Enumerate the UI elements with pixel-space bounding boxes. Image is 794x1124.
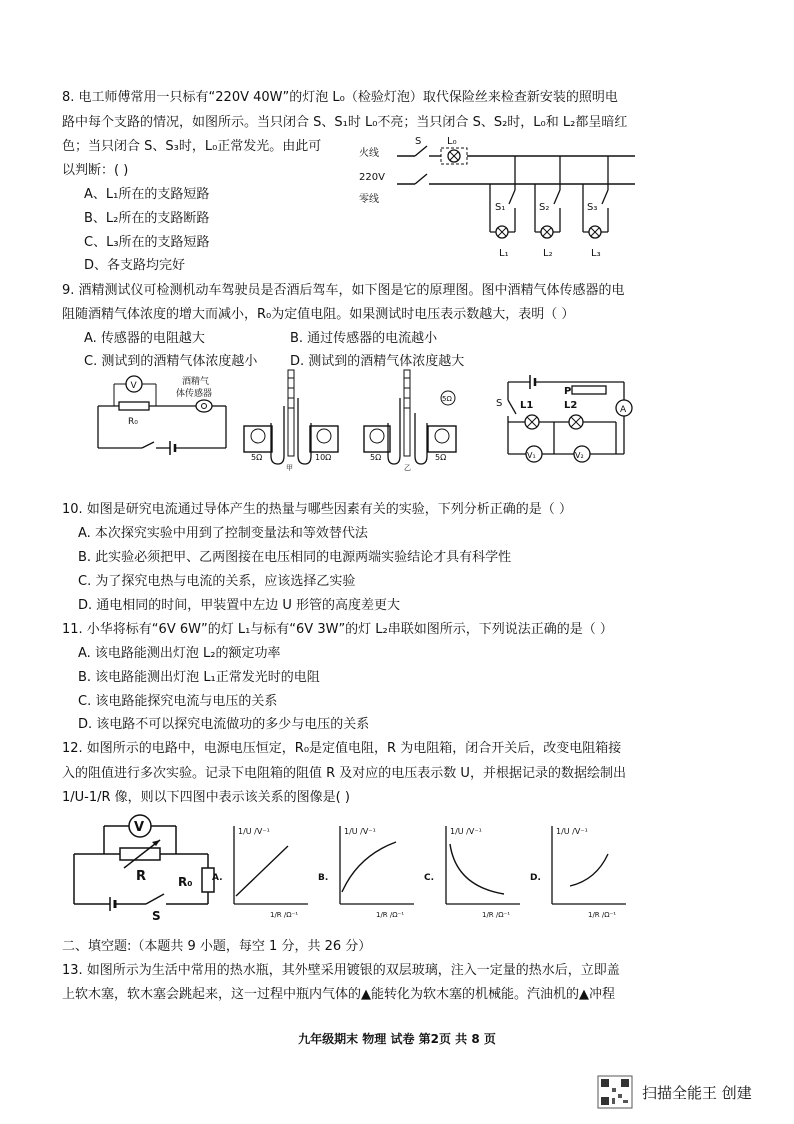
q9-option-b: B. 通过传感器的电流越小: [290, 331, 438, 346]
q8-option-a: A、L₁所在的支路短路: [84, 187, 210, 202]
svg-text:5Ω: 5Ω: [442, 395, 452, 403]
q10-figure-jia: [236, 368, 346, 472]
svg-text:1/R /Ω⁻¹: 1/R /Ω⁻¹: [482, 911, 511, 919]
svg-text:S: S: [496, 398, 503, 409]
svg-text:10Ω: 10Ω: [315, 453, 332, 462]
q11-option-a: A. 该电路能测出灯泡 L₂的额定功率: [78, 646, 281, 661]
q12-graph-a-curve: [236, 846, 288, 896]
svg-text:5Ω: 5Ω: [251, 453, 263, 462]
q8-stem-line3: 色；当只闭合 S、S₃时，L₀正常发光。由此可: [62, 139, 322, 154]
svg-text:D.: D.: [530, 873, 541, 883]
q9-switch: [142, 442, 154, 448]
q12-graph-a: [212, 820, 312, 920]
svg-text:R₀: R₀: [178, 875, 193, 889]
q9-option-d: D. 测试到的酒精气体浓度越大: [290, 354, 465, 369]
svg-text:1/U /V⁻¹: 1/U /V⁻¹: [238, 827, 270, 836]
q10-figure-yi: [360, 368, 470, 472]
svg-text:L2: L2: [564, 400, 578, 411]
svg-text:1/R /Ω⁻¹: 1/R /Ω⁻¹: [376, 911, 405, 919]
svg-text:L₂: L₂: [543, 248, 553, 259]
q12-stem-line3: 1/U-1/R 像，则以下四图中表示该关系的图像是( ): [62, 790, 350, 805]
q8-branch-2: [535, 156, 560, 259]
watermark-text: 扫描全能王 创建: [642, 1084, 752, 1102]
q12-switch: [146, 894, 164, 904]
q10-option-d: D. 通电相同的时间，甲装置中左边 U 形管的高度差更大: [78, 598, 401, 613]
q12-circuit-figure: [68, 810, 228, 920]
svg-text:V₂: V₂: [575, 451, 584, 460]
svg-text:A.: A.: [212, 873, 223, 883]
svg-text:S₃: S₃: [587, 202, 598, 213]
svg-text:5Ω: 5Ω: [370, 453, 382, 462]
scanner-watermark: [596, 1074, 776, 1110]
page-footer: 九年级期末 物理 试卷 第2页 共 8 页: [298, 1032, 496, 1046]
q8-stem-line1: 8. 电工师傅常用一只标有“220V 40W”的灯泡 L₀（检验灯泡）取代保险丝来检查新安装的照明电: [62, 90, 618, 105]
q11-rheostat: [572, 386, 606, 394]
svg-text:1/R /Ω⁻¹: 1/R /Ω⁻¹: [588, 911, 617, 919]
q12-graph-c: [424, 820, 524, 920]
section-fill-in-heading: 二、填空题:（本题共 9 小题，每空 1 分，共 26 分）: [62, 939, 372, 954]
q12-graph-d-curve: [570, 854, 608, 886]
q9-r0-resistor: [119, 402, 149, 410]
q11-circuit-figure: [494, 372, 640, 464]
svg-text:1/R /Ω⁻¹: 1/R /Ω⁻¹: [270, 911, 299, 919]
svg-text:乙: 乙: [404, 464, 411, 472]
svg-text:P: P: [564, 386, 572, 397]
qr-code-icon: [596, 1074, 636, 1110]
q12-graph-b: [318, 820, 418, 920]
q13-stem-line1: 13. 如图所示为生活中常用的热水瓶，其外壁采用镀银的双层玻璃，注入一定量的热水后，立即盖: [62, 963, 620, 978]
svg-text:1/U /V⁻¹: 1/U /V⁻¹: [450, 827, 482, 836]
svg-text:体传感器: 体传感器: [176, 389, 213, 399]
svg-text:S₂: S₂: [539, 202, 550, 213]
svg-text:V₁: V₁: [527, 451, 536, 460]
q8-circuit-figure: [355, 132, 640, 264]
svg-text:L1: L1: [520, 400, 534, 411]
svg-text:A: A: [620, 405, 627, 415]
svg-text:L₃: L₃: [591, 248, 601, 259]
q8-option-b: B、L₂所在的支路断路: [84, 211, 210, 226]
q8-stem-line4: 以判断：( ): [62, 163, 129, 178]
svg-text:R₀: R₀: [128, 417, 138, 427]
svg-text:V: V: [134, 820, 145, 835]
q12-resistance-box: [120, 848, 160, 860]
svg-text:S: S: [152, 909, 161, 920]
svg-text:C.: C.: [424, 873, 435, 883]
q13-stem-line2: 上软木塞，软木塞会跳起来，这一过程中瓶内气体的▲能转化为软木塞的机械能。汽油机的▲冲程: [62, 987, 615, 1002]
q10-option-b: B. 此实验必须把甲、乙两图接在电压相同的电源两端实验结论才具有科学性: [78, 550, 512, 565]
q12-graph-d: [530, 820, 630, 920]
q11-option-d: D. 该电路不可以探究电流做功的多少与电压的关系: [78, 717, 370, 732]
q9-option-a: A. 传感器的电阻越大: [84, 331, 205, 346]
q8-stem-line2: 路中每个支路的情况，如图所示。当只闭合 S、S₁时 L₀不亮；当只闭合 S、S₂时，L₀和 L₂都呈暗红: [62, 115, 628, 130]
q11-stem: 11. 小华将标有“6V 6W”的灯 L₁与标有“6V 3W”的灯 L₂串联如图所示，下列说法正确的是（ ）: [62, 622, 613, 637]
q9-alcohol-sensor: [196, 400, 212, 412]
q8-switch-s: [415, 146, 427, 156]
q10-option-a: A. 本次探究实验中用到了控制变量法和等效替代法: [78, 526, 368, 541]
svg-text:V: V: [130, 381, 137, 391]
svg-text:R: R: [136, 869, 147, 884]
q8-branch-1: [490, 156, 515, 259]
q12-graph-b-curve: [342, 842, 396, 892]
q8-option-d: D、各支路均完好: [84, 258, 186, 273]
q8-option-c: C、L₃所在的支路短路: [84, 235, 210, 250]
svg-text:L₁: L₁: [499, 248, 509, 259]
svg-text:1/U /V⁻¹: 1/U /V⁻¹: [556, 827, 588, 836]
q10-stem: 10. 如图是研究电流通过导体产生的热量与哪些因素有关的实验，下列分析正确的是（ ）: [62, 502, 572, 517]
q12-graph-c-curve: [450, 844, 504, 894]
q9-circuit-figure: [84, 372, 244, 464]
svg-text:甲: 甲: [286, 464, 293, 472]
q8-s-label: S: [415, 136, 422, 147]
q9-option-c: C. 测试到的酒精气体浓度越小: [84, 354, 258, 369]
svg-text:5Ω: 5Ω: [435, 453, 447, 462]
q8-l0-label: L₀: [447, 136, 457, 147]
svg-text:酒精气: 酒精气: [182, 377, 210, 387]
q10-option-c: C. 为了探究电热与电流的关系，应该选择乙实验: [78, 574, 356, 589]
q8-fire-label: 火线: [359, 148, 379, 159]
q8-neutral-label: 零线: [359, 194, 379, 205]
svg-text:B.: B.: [318, 873, 329, 883]
q11-option-b: B. 该电路能测出灯泡 L₁正常发光时的电阻: [78, 670, 320, 685]
q11-switch: [508, 400, 516, 414]
q8-220v-label: 220V: [359, 172, 385, 183]
q9-stem-line1: 9. 酒精测试仪可检测机动车驾驶员是否酒后驾车，如下图是它的原理图。图中酒精气体传感器的电: [62, 283, 625, 298]
q9-stem-line2: 阻随酒精气体浓度的增大而减小，R₀为定值电阻。如果测试时电压表示数越大，表明（ ）: [62, 307, 575, 322]
svg-text:1/U /V⁻¹: 1/U /V⁻¹: [344, 827, 376, 836]
svg-text:S₁: S₁: [495, 202, 506, 213]
q8-branch-3: [583, 156, 608, 259]
q12-stem-line2: 入的阻值进行多次实验。记录下电阻箱的阻值 R 及对应的电压表示数 U，并根据记录的数据绘制出: [62, 766, 626, 781]
q12-stem-line1: 12. 如图所示的电路中，电源电压恒定，R₀是定值电阻，R 为电阻箱，闭合开关后，改变电阻箱接: [62, 741, 622, 756]
q11-option-c: C. 该电路能探究电流与电压的关系: [78, 694, 278, 709]
